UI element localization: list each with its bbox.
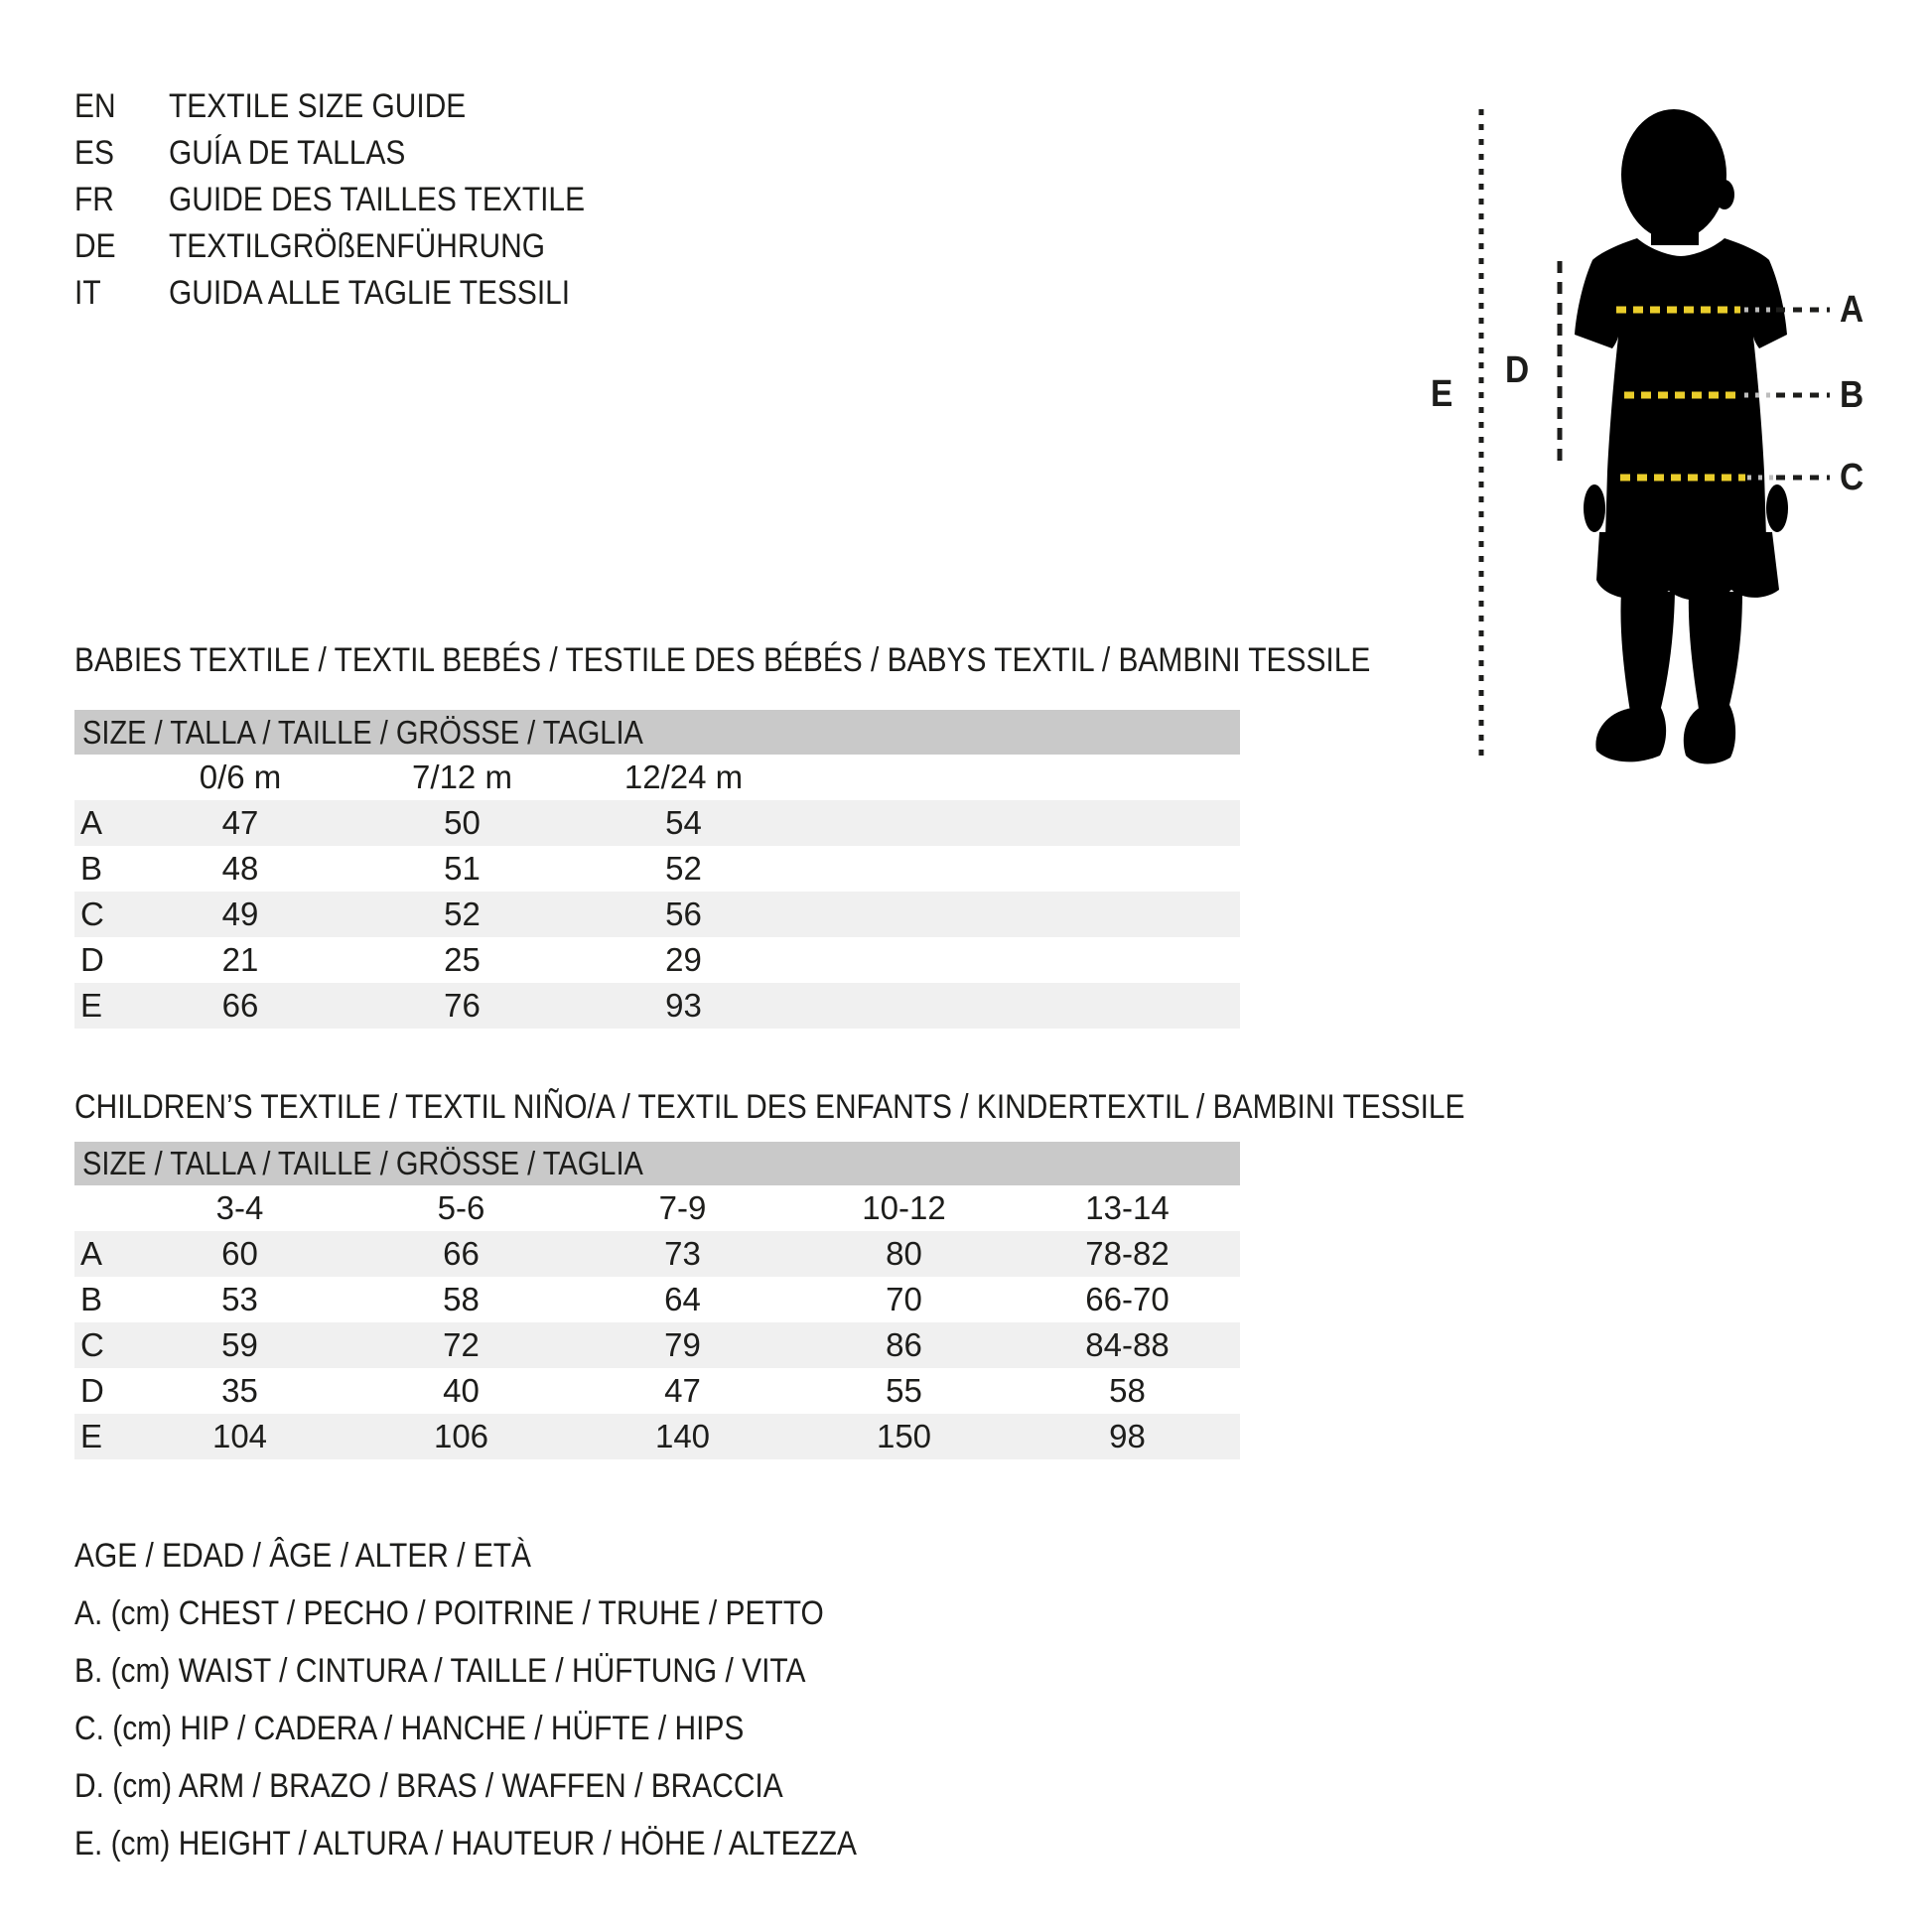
lang-row-es	[74, 130, 641, 177]
lang-code-es: ES	[74, 134, 114, 172]
lang-code-en: EN	[74, 87, 116, 125]
legend-chest: A. (cm) CHEST / PECHO / POITRINE / TRUHE / PETTO	[74, 1594, 824, 1632]
figure-label-chest: A	[1840, 289, 1864, 331]
children-row-e: E 104 106 140 150 98	[74, 1414, 1240, 1459]
children-row-c: C 59 72 79 86 84-88	[74, 1322, 1240, 1368]
babies-row-e: E 66 76 93	[74, 983, 1240, 1029]
babies-size-table	[74, 710, 1240, 1029]
children-col-3: 10-12	[862, 1189, 946, 1226]
children-table-header-bar: SIZE / TALLA / TAILLE / GRÖSSE / TAGLIA	[74, 1142, 1240, 1185]
babies-row-a: A 47 50 54	[74, 800, 1240, 846]
babies-section-title: BABIES TEXTILE / TEXTIL BEBÉS / TESTILE DES BÉBÉS / BABYS TEXTIL / BAMBINI TESSILE	[74, 641, 1371, 679]
children-section-title: CHILDREN’S TEXTILE / TEXTIL NIÑO/A / TEXTIL DES ENFANTS / KINDERTEXTIL / BAMBINI TESSILE	[74, 1088, 1465, 1126]
figure-label-height: E	[1431, 373, 1453, 415]
children-col-1: 5-6	[437, 1189, 485, 1226]
measurement-legend	[74, 1527, 963, 1872]
children-row-a: A 60 66 73 80 78-82	[74, 1231, 1240, 1277]
children-row-b: B 53 58 64 70 66-70	[80, 1281, 1170, 1317]
babies-columns-row	[74, 755, 1240, 800]
children-row-d: D 35 40 47 55 58	[80, 1372, 1146, 1409]
legend-height: E. (cm) HEIGHT / ALTURA / HAUTEUR / HÖHE / ALTEZZA	[74, 1825, 858, 1863]
babies-col-2: 12/24 m	[623, 759, 744, 795]
babies-row-c: C 49 52 56	[74, 892, 1240, 937]
children-columns-row	[74, 1185, 1240, 1231]
babies-row-b: B 48 51 52	[80, 850, 702, 887]
lang-row-it	[74, 270, 641, 317]
lang-code-it: IT	[74, 274, 101, 312]
figure-label-hip: C	[1840, 457, 1864, 498]
child-silhouette	[1575, 109, 1788, 764]
babies-col-1: 7/12 m	[412, 759, 512, 795]
lang-code-fr: FR	[74, 181, 114, 218]
children-col-2: 7-9	[658, 1189, 707, 1226]
figure-label-arm: D	[1505, 349, 1530, 391]
legend-hip: C. (cm) HIP / CADERA / HANCHE / HÜFTE / HIPS	[74, 1710, 745, 1747]
babies-row-d: D 21 25 29	[80, 941, 702, 978]
lang-row-fr	[74, 177, 641, 223]
children-size-table	[74, 1142, 1240, 1459]
children-col-4: 13-14	[1085, 1189, 1170, 1226]
lang-code-de: DE	[74, 227, 116, 265]
lang-title-fr: GUIDE DES TAILLES TEXTILE	[169, 181, 586, 218]
lang-row-en	[74, 83, 641, 130]
figure-label-waist: B	[1840, 374, 1864, 416]
legend-arm: D. (cm) ARM / BRAZO / BRAS / WAFFEN / BRACCIA	[74, 1767, 783, 1805]
lang-title-de: TEXTILGRÖßENFÜHRUNG	[169, 227, 546, 265]
lang-title-en: TEXTILE SIZE GUIDE	[169, 87, 467, 125]
language-block	[74, 83, 641, 317]
babies-col-0: 0/6 m	[199, 759, 282, 795]
legend-age: AGE / EDAD / ÂGE / ALTER / ETÀ	[74, 1537, 532, 1575]
lang-row-de	[74, 223, 641, 270]
lang-title-es: GUÍA DE TALLAS	[169, 134, 406, 172]
children-col-0: 3-4	[215, 1189, 264, 1226]
lang-title-it: GUIDA ALLE TAGLIE TESSILI	[169, 274, 571, 312]
legend-waist: B. (cm) WAIST / CINTURA / TAILLE / HÜFTUNG / VITA	[74, 1652, 806, 1690]
babies-table-header-bar: SIZE / TALLA / TAILLE / GRÖSSE / TAGLIA	[74, 710, 1240, 755]
